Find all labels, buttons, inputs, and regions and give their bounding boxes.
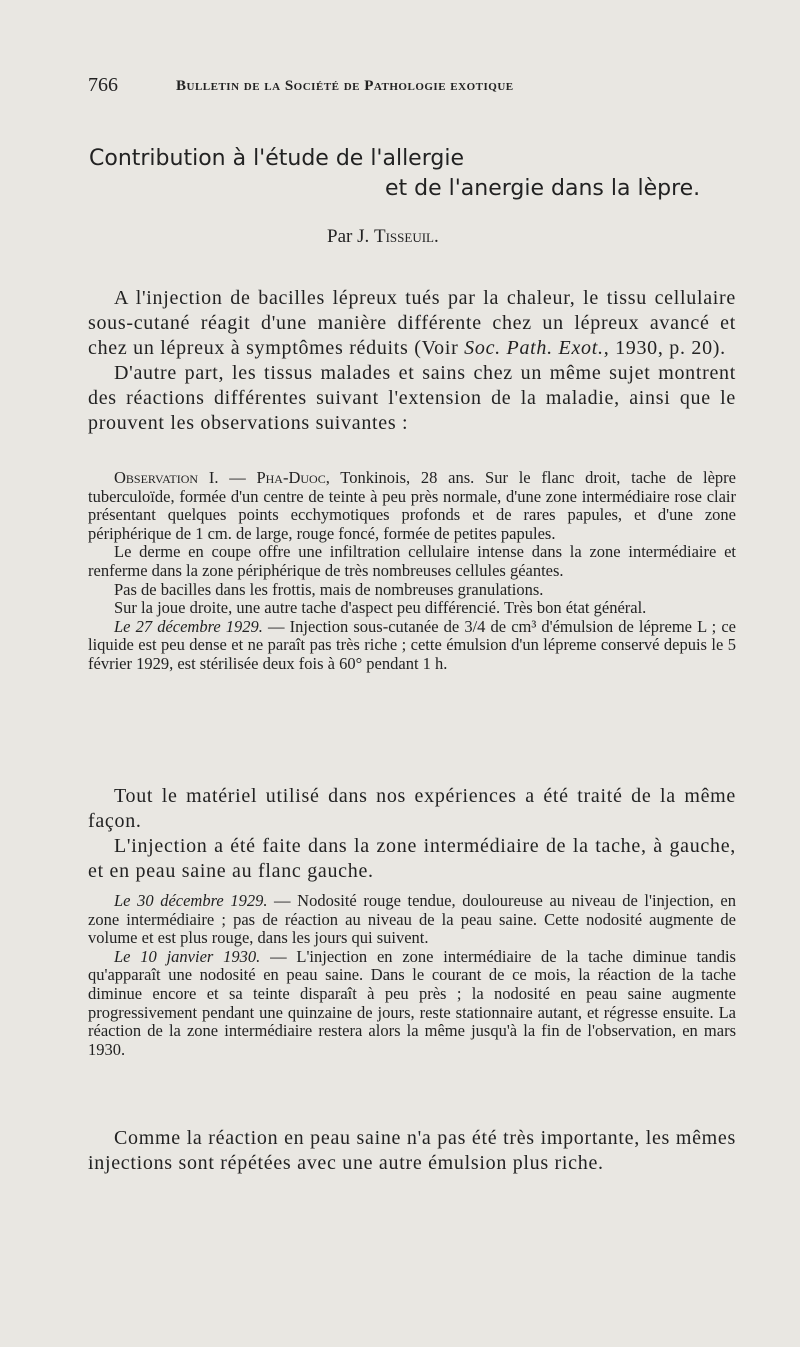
date-10-jan: Le 10 janvier 1930. [114,946,261,966]
entry-27-dec [88,618,736,674]
byline [327,226,439,248]
journal-reference: Soc. Path. Exot. [464,337,604,359]
observation-intro [88,469,736,543]
entry-10-jan-text: — L'injection en zone intermédiaire de la tache diminue tandis qu'apparaît une nodosité en peau saine. Dans le courant de ce mois, la réaction de la tache diminue encore et sa teinte disparaît à peu près ; la nodosité en peau saine augmente progressivement pendant une quinzaine de jours, reste stationnaire autant, et régresse ensuite. La réaction de la zone intermédiaire restera alors la même jusqu'à la fin de l'observation, en mars 1930. [88,946,736,1059]
date-30-dec: Le 30 décembre 1929. [114,891,268,910]
paragraph-1 [88,286,736,361]
running-head: Bulletin de la Société de Pathologie exotique [176,78,514,94]
paragraph-1-text: A l'injection de bacilles lépreux tués par la chaleur, le tissu cellulaire sous-cutané réagit d'une manière différente chez un lépreux avancé et chez un lépreux à symptômes réduits (Voir [88,287,736,359]
paragraph-4: L'injection a été faite dans la zone intermédiaire de la tache, à gauche, et en peau saine au flanc gauche. [88,835,736,882]
patient-name: Pha-Duoc [256,468,326,487]
observation-frottis: Pas de bacilles dans les frottis, mais de nombreuses granulations. [114,579,544,599]
date-27-dec: Le 27 décembre 1929. [114,616,263,636]
observation-label: Observation I. [114,468,219,487]
entry-10-jan [88,948,736,1060]
page-number: 766 [88,74,118,96]
article-title-line1: Contribution à l'étude de l'allergie [89,146,464,171]
paragraph-2: D'autre part, les tissus malades et sains chez un même sujet montrent des réactions différentes suivant l'extension de la maladie, ainsi que le prouvent les observations suivantes : [88,362,736,434]
middle-section [88,784,736,884]
observation-text: , Tonkinois, 28 ans. Sur le flanc droit, tache de lèpre tuberculoïde, formée d'un centre de teinte à peu près normale, d'une zone intermédiaire rose clair présentant quelques points ecchymotiques profonds et de rares papules, et d'une zone périphérique de 1 cm. de large, rouge foncé, formée de petites papules. [88,468,736,543]
observation-section [88,469,736,674]
intro-section [88,286,736,436]
author-name: Tisseuil. [373,226,439,247]
observation-derme: Le derme en coupe offre une infiltration cellulaire intense dans la zone intermédiaire et renferme dans la zone périphérique de très nombreuses cellules géantes. [88,542,736,580]
closing-section [88,1126,736,1176]
entry-30-dec-text: — Nodosité rouge tendue, douloureuse au niveau de l'injection, en zone intermédiaire ; pas de réaction au niveau de la peau saine. Cette nodosité augmente de volume et est plus rouge, dans les jours qui suivent. [88,891,736,948]
paragraph-5: Comme la réaction en peau saine n'a pas été très importante, les mêmes injections sont répétées avec une autre émulsion plus riche. [88,1127,736,1174]
observation-joue: Sur la joue droite, une autre tache d'aspect peu différencié. Très bon état général. [114,598,647,618]
paragraph-1-tail: , 1930, p. 20). [603,337,726,359]
entry-27-dec-text: — Injection sous-cutanée de 3/4 de cm³ d'émulsion de lépreme L ; ce liquide est peu dense et ne paraît pas très riche ; cette émulsion d'un lépreme conservé depuis le 5 février 1929, est stérilisée deux fois à 60° pendant 1 h. [88,616,736,673]
entry-30-dec [88,892,736,948]
article-title-line2: et de l'anergie dans la lèpre. [385,176,701,201]
dated-entries [88,892,736,1059]
observation-sep: — [218,468,257,487]
byline-prefix: Par J. [327,226,374,247]
paragraph-3: Tout le matériel utilisé dans nos expériences a été traité de la même façon. [88,785,736,832]
page-header [88,74,748,98]
